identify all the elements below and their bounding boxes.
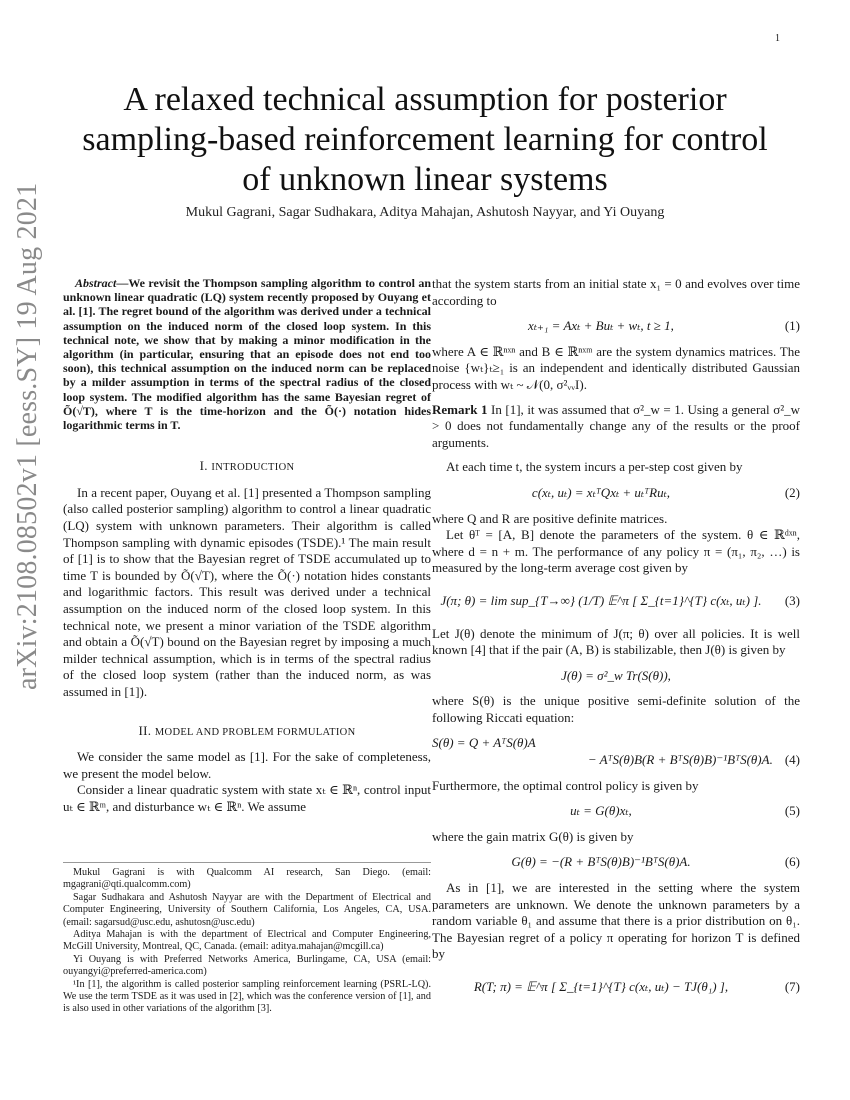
section-heading-model: II. MODEL AND PROBLEM FORMULATION (138, 722, 356, 738)
equation-2: c(xₜ, uₜ) = xₜᵀQxₜ + uₜᵀRuₜ, (2) (531, 484, 800, 500)
title-line: of unknown linear systems (242, 161, 608, 198)
equation-7: R(T; π) = 𝔼^π [ Σ_{t=1}^{T} c(xₜ, uₜ) − TJ(θ₁) ], (7) (473, 979, 800, 994)
equation-1: xₜ₊₁ = Axₜ + Buₜ + wₜ, t ≥ 1, (1) (528, 318, 800, 334)
paragraph: As in [1], we are interested in the setting where the system parameters are unknown. We denote the unknown parameters by a random variable θ₁ and assume that there is a prior distribution on θ₁. The Bayesian regret of a policy π operating for horizon T is defined by (432, 880, 800, 962)
paragraph: Let J(θ) denote the minimum of J(π; θ) over all policies. It is well known [4] that if the pair (A, B) is stabilizable, then J(θ) is given by (432, 625, 800, 658)
paragraph: where S(θ) is the unique positive semi-definite solution of the following Riccati equation: (432, 693, 800, 725)
intro-paragraph: In a recent paper, Ouyang et al. [1] presented a Thompson sampling (also called posterior sampling) algorithm to control a linear quadratic (LQ) system with unknown parameters. Their algorithm is called Thompson sampling with dynamic episodes (TSDE).¹ The main result of [1] is to show that the Bayesian regret of TSDE accumulated up to time T is bounded by Õ(√T), where the Õ(·) notation hides constants and logarithmic factors. This result was derived under a technical assumption on the induced norm of the closed loop system. In this technical note, we present a minor variation of the TSDE algorithm and obtain a Õ(√T) bound on the Bayesian regret by imposing a much milder technical assumption, which is in terms of the spectral radius of the closed loop system (rather than the induced norm, as was assumed in [1]). (63, 484, 431, 699)
arxiv-stamp: arXiv:2108.08502v1 [eess.SY] 19 Aug 2021 (12, 182, 43, 690)
equation-6: G(θ) = −(R + BᵀS(θ)B)⁻¹BᵀS(θ)A. (6) (511, 854, 800, 870)
abstract-text: —We revisit the Thompson sampling algorithm to control an unknown linear quadratic (LQ) system recently proposed by Ouyang et al. [1]. The regret bound of the algorithm was derived under a technical assumption on the induced norm of the closed loop system. In this technical note, we show that by making a minor modification in the algorithm (in particular, ensuring that an episode does not end too soon), this technical assumption on the induced norm can be replaced by a milder assumption in terms of the spectral radius of the closed loop system. The modified algorithm has the same Bayesian regret of Õ(√T), where T is the time-horizon and the Õ(·) notation hides logarithmic terms in T. (63, 276, 431, 433)
equation-j: J(θ) = σ²_w Tr(S(θ)), (561, 667, 671, 683)
footnote-affiliation: Mukul Gagrani is with Qualcomm AI research, San Diego. (email: mgagrani@qti.qualcomm.com) (63, 867, 431, 891)
model-paragraph-2: Consider a linear quadratic system with state xₜ ∈ ℝⁿ, control input uₜ ∈ ℝᵐ, and disturbance wₜ ∈ ℝⁿ. We assume (63, 782, 431, 814)
paper-title (0, 80, 850, 200)
paragraph: At each time t, the system incurs a per-step cost given by (446, 459, 743, 475)
title-line: A relaxed technical assumption for posterior (123, 81, 727, 118)
paragraph: Let θᵀ = [A, B] denote the parameters of the system. θ ∈ ℝᵈˣⁿ, where d = n + m. The performance of any policy π = (π₁, π₂, …) is measured by the long-term average cost given by (432, 527, 800, 576)
footnote-1: ¹In [1], the algorithm is called posterior sampling reinforcement learning (PSRL-LQ). We use the term TSDE as it was used in [2], which was the conference version of [1], and is also used in other variations of the algorithm [3]. (63, 978, 431, 1015)
remark-1: Remark 1 In [1], it was assumed that σ²_w = 1. Using a general σ²_w > 0 does not fundamentally change any of the results or the proof arguments. (432, 401, 800, 450)
paragraph: that the system starts from an initial state x₁ = 0 and evolves over time according to (432, 276, 800, 308)
authors: Mukul Gagrani, Sagar Sudhakara, Aditya Mahajan, Ashutosh Nayyar, and Yi Ouyang (185, 205, 665, 220)
equation-4: S(θ) = Q + AᵀS(θ)A − AᵀS(θ)B(R + BᵀS(θ)B)⁻¹BᵀS(θ)A. (4) (432, 735, 800, 768)
section-heading-introduction: I. INTRODUCTION (199, 458, 295, 474)
paragraph: Furthermore, the optimal control policy is given by (432, 777, 699, 793)
paragraph: where A ∈ ℝⁿˣⁿ and B ∈ ℝⁿˣᵐ are the system dynamics matrices. The noise {wₜ}ₜ≥₁ is an independent and identically distributed Gaussian process with wₜ ~ 𝒩(0, σ²ᵥᵥI). (432, 343, 800, 392)
paragraph: where Q and R are positive definite matrices. (432, 510, 668, 526)
footnote-affiliation: Aditya Mahajan is with the department of Electrical and Computer Engineering, McGill University, Montreal, QC, Canada. (email: aditya.mahajan@mcgill.ca) (63, 929, 431, 953)
page-number: 1 (775, 33, 780, 44)
right-column (432, 276, 800, 1012)
abstract-label: Abstract (75, 276, 117, 290)
model-paragraph-1: We consider the same model as [1]. For the sake of completeness, we present the model below. (63, 749, 431, 781)
footnote-affiliation: Yi Ouyang is with Preferred Networks America, Burlingame, CA, USA (email: ouyangyi@preferred-america.com) (63, 953, 431, 978)
paragraph: where the gain matrix G(θ) is given by (432, 828, 634, 844)
left-column (63, 276, 431, 816)
footnote-affiliation: Sagar Sudhakara and Ashutosh Nayyar are with the Department of Electrical and Computer Engineering, University of Southern California, Los Angeles, CA, USA. (email: sagarsud@usc.edu, ashutosn@usc.edu) (63, 891, 431, 928)
title-line: sampling-based reinforcement learning for control (82, 121, 768, 158)
abstract (63, 276, 431, 432)
equation-3: J(π; θ) = lim sup_{T→∞} (1/T) 𝔼^π [ Σ_{t=1}^{T} c(xₜ, uₜ) ]. (3) (440, 592, 800, 608)
footnotes (63, 862, 431, 1016)
equation-5: uₜ = G(θ)xₜ, (5) (570, 803, 800, 819)
